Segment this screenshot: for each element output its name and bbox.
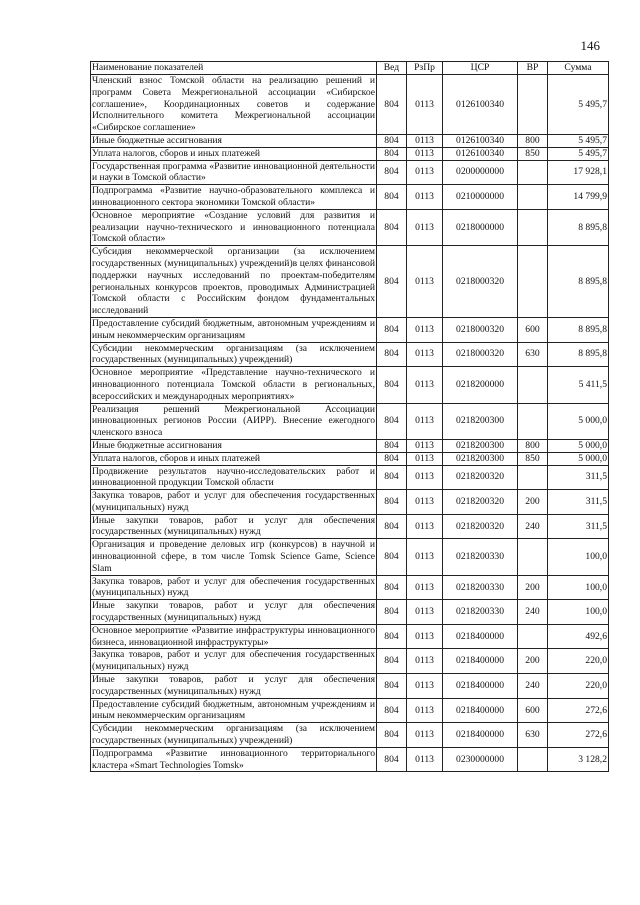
cell-sum: 5 000,0 xyxy=(548,403,609,439)
cell-ved: 804 xyxy=(377,317,407,342)
cell-csr: 0218200330 xyxy=(443,575,518,600)
cell-name: Иные закупки товаров, работ и услуг для обеспечения государственных (муниципальных) нужд xyxy=(92,674,375,697)
cell-sum: 14 799,9 xyxy=(548,185,609,210)
cell-ved: 804 xyxy=(377,185,407,210)
cell-name: Закупка товаров, работ и услуг для обеспечения государственных (муниципальных) нужд xyxy=(92,649,375,673)
cell-rzpr: 0113 xyxy=(407,75,443,135)
table-row xyxy=(91,147,609,160)
cell-name: Иные бюджетные ассигнования xyxy=(91,134,377,147)
table-row xyxy=(91,490,609,515)
cell-sum: 5 495,7 xyxy=(548,134,609,147)
cell-csr: 0218000320 xyxy=(443,246,518,318)
table-row xyxy=(91,723,609,748)
table-row xyxy=(91,403,609,439)
header-name: Наименование показателей xyxy=(91,62,377,75)
cell-ved: 804 xyxy=(377,490,407,515)
cell-csr: 0218000320 xyxy=(443,342,518,367)
cell-ved: 804 xyxy=(377,75,407,135)
cell-rzpr: 0113 xyxy=(407,367,443,403)
cell-rzpr: 0113 xyxy=(407,624,443,649)
cell-csr: 0218000320 xyxy=(443,317,518,342)
cell-csr: 0218200300 xyxy=(443,403,518,439)
cell-csr: 0218200300 xyxy=(443,452,518,465)
cell-vr xyxy=(518,246,548,318)
cell-csr: 0126100340 xyxy=(443,147,518,160)
cell-rzpr: 0113 xyxy=(407,160,443,185)
cell-name: Субсидии некоммерческим организациям (за исключением государственных (муниципальных) учреждений) xyxy=(92,342,375,366)
cell-name: Подпрограмма «Развитие научно-образовательного комплекса и инновационного сектора экономики Томской области» xyxy=(92,185,375,208)
cell-vr xyxy=(518,539,548,575)
cell-vr: 200 xyxy=(518,490,548,515)
table-row xyxy=(91,452,609,465)
cell-ved: 804 xyxy=(377,674,407,699)
cell-rzpr: 0113 xyxy=(407,342,443,367)
cell-csr: 0218200000 xyxy=(443,367,518,403)
budget-table xyxy=(90,61,609,772)
table-row xyxy=(91,342,609,367)
cell-ved: 804 xyxy=(377,465,407,490)
cell-vr: 800 xyxy=(518,439,548,452)
cell-vr xyxy=(518,209,548,245)
cell-rzpr: 0113 xyxy=(407,134,443,147)
cell-vr: 850 xyxy=(518,452,548,465)
cell-sum: 8 895,8 xyxy=(548,342,609,367)
cell-vr: 240 xyxy=(518,600,548,625)
cell-rzpr: 0113 xyxy=(407,246,443,318)
cell-sum: 8 895,8 xyxy=(548,209,609,245)
cell-ved: 804 xyxy=(377,575,407,600)
cell-rzpr: 0113 xyxy=(407,747,443,772)
table-row xyxy=(91,624,609,649)
cell-name: Иные закупки товаров, работ и услуг для обеспечения государственных (муниципальных) нужд xyxy=(92,514,375,538)
table-row xyxy=(91,539,609,575)
cell-sum: 311,5 xyxy=(548,490,609,515)
cell-csr: 0230000000 xyxy=(443,747,518,772)
cell-sum: 311,5 xyxy=(548,465,609,490)
cell-ved: 804 xyxy=(377,209,407,245)
cell-sum: 100,0 xyxy=(548,539,609,575)
cell-csr: 0218400000 xyxy=(443,698,518,723)
cell-ved: 804 xyxy=(377,246,407,318)
table-row xyxy=(91,160,609,185)
cell-vr: 200 xyxy=(518,575,548,600)
cell-rzpr: 0113 xyxy=(407,539,443,575)
table-row xyxy=(91,600,609,625)
cell-csr: 0200000000 xyxy=(443,160,518,185)
header-ved: Вед xyxy=(377,62,407,75)
cell-csr: 0210000000 xyxy=(443,185,518,210)
cell-vr: 600 xyxy=(518,317,548,342)
cell-name: Основное мероприятие «Развитие инфраструктуры инновационного бизнеса, инновационной инфраструктуры» xyxy=(92,624,375,648)
cell-rzpr: 0113 xyxy=(407,465,443,490)
header-rzpr: РзПр xyxy=(407,62,443,75)
cell-rzpr: 0113 xyxy=(407,649,443,674)
table-row xyxy=(91,134,609,147)
cell-name: Продвижение результатов научно-исследовательских работ и инновационной продукции Томской области xyxy=(92,465,375,489)
cell-sum: 3 128,2 xyxy=(548,747,609,772)
cell-name: Основное мероприятие «Представление научно-технического и инновационного потенциала Томской области в региональных, всероссийских и международных мероприятиях» xyxy=(92,367,375,402)
cell-sum: 220,0 xyxy=(548,649,609,674)
cell-ved: 804 xyxy=(377,403,407,439)
page-number: 146 xyxy=(580,38,600,53)
table-row xyxy=(91,465,609,490)
table-row xyxy=(91,317,609,342)
cell-sum: 272,6 xyxy=(548,723,609,748)
cell-vr xyxy=(518,465,548,490)
cell-csr: 0218200320 xyxy=(443,514,518,539)
cell-vr xyxy=(518,747,548,772)
cell-ved: 804 xyxy=(377,624,407,649)
cell-rzpr: 0113 xyxy=(407,698,443,723)
cell-rzpr: 0113 xyxy=(407,317,443,342)
cell-ved: 804 xyxy=(377,134,407,147)
table-body xyxy=(91,75,609,772)
table-row xyxy=(91,575,609,600)
header-csr: ЦСР xyxy=(443,62,518,75)
cell-csr: 0218000000 xyxy=(443,209,518,245)
cell-sum: 100,0 xyxy=(548,600,609,625)
cell-rzpr: 0113 xyxy=(407,403,443,439)
cell-ved: 804 xyxy=(377,600,407,625)
table-row xyxy=(91,246,609,318)
cell-sum: 5 495,7 xyxy=(548,147,609,160)
cell-vr: 630 xyxy=(518,342,548,367)
cell-rzpr: 0113 xyxy=(407,147,443,160)
cell-rzpr: 0113 xyxy=(407,452,443,465)
cell-ved: 804 xyxy=(377,367,407,403)
table-row xyxy=(91,698,609,723)
cell-name: Иные бюджетные ассигнования xyxy=(91,439,377,452)
cell-name: Уплата налогов, сборов и иных платежей xyxy=(91,147,377,160)
cell-vr xyxy=(518,185,548,210)
cell-ved: 804 xyxy=(377,452,407,465)
cell-name: Субсидии некоммерческим организациям (за исключением государственных (муниципальных) учреждений) xyxy=(92,723,375,747)
cell-name: Закупка товаров, работ и услуг для обеспечения государственных (муниципальных) нужд xyxy=(92,575,375,599)
table-row xyxy=(91,674,609,699)
cell-sum: 8 895,8 xyxy=(548,246,609,318)
table-row xyxy=(91,367,609,403)
cell-csr: 0126100340 xyxy=(443,75,518,135)
cell-sum: 17 928,1 xyxy=(548,160,609,185)
cell-name: Закупка товаров, работ и услуг для обеспечения государственных (муниципальных) нужд xyxy=(92,490,375,513)
header-vr: ВР xyxy=(518,62,548,75)
cell-vr xyxy=(518,403,548,439)
cell-vr xyxy=(518,624,548,649)
cell-ved: 804 xyxy=(377,439,407,452)
cell-ved: 804 xyxy=(377,539,407,575)
cell-rzpr: 0113 xyxy=(407,575,443,600)
cell-name: Предоставление субсидий бюджетным, автономным учреждениям и иным некоммерческим организациям xyxy=(92,317,375,341)
cell-ved: 804 xyxy=(377,698,407,723)
table-row xyxy=(91,75,609,135)
table-row xyxy=(91,439,609,452)
cell-ved: 804 xyxy=(377,723,407,748)
table-row xyxy=(91,649,609,674)
cell-ved: 804 xyxy=(377,747,407,772)
cell-name: Государственная программа «Развитие инновационной деятельности и науки в Томской области» xyxy=(92,160,375,184)
cell-sum: 100,0 xyxy=(548,575,609,600)
table-row xyxy=(91,185,609,210)
cell-name: Подпрограмма «Развитие инновационного территориального кластера «Smart Technologies Tomsk» xyxy=(92,747,375,771)
cell-vr xyxy=(518,367,548,403)
cell-csr: 0218200330 xyxy=(443,539,518,575)
cell-rzpr: 0113 xyxy=(407,723,443,748)
cell-vr: 850 xyxy=(518,147,548,160)
cell-name: Членский взнос Томской области на реализацию решений и программ Совета Межрегиональной ассоциации «Сибирское соглашение», Координационных советов и содержание Исполнительного комитета Межрегиональной ассоциации «Сибирское соглашение» xyxy=(92,75,375,134)
cell-rzpr: 0113 xyxy=(407,185,443,210)
cell-rzpr: 0113 xyxy=(407,490,443,515)
cell-sum: 5 000,0 xyxy=(548,439,609,452)
cell-csr: 0218200300 xyxy=(443,439,518,452)
table-row xyxy=(91,514,609,539)
table-header-row xyxy=(91,62,609,75)
cell-vr: 630 xyxy=(518,723,548,748)
cell-csr: 0218400000 xyxy=(443,649,518,674)
cell-name: Предоставление субсидий бюджетным, автономным учреждениям и иным некоммерческим организациям xyxy=(92,698,375,722)
cell-vr xyxy=(518,160,548,185)
cell-sum: 8 895,8 xyxy=(548,317,609,342)
cell-csr: 0126100340 xyxy=(443,134,518,147)
cell-csr: 0218400000 xyxy=(443,723,518,748)
cell-rzpr: 0113 xyxy=(407,514,443,539)
table-row xyxy=(91,747,609,772)
cell-name: Реализация решений Межрегиональной Ассоциации инновационных регионов России (АИРР). Внесение ежегодного членского взноса xyxy=(92,403,375,439)
cell-ved: 804 xyxy=(377,147,407,160)
cell-rzpr: 0113 xyxy=(407,209,443,245)
cell-sum: 272,6 xyxy=(548,698,609,723)
cell-name: Организация и проведение деловых игр (конкурсов) в научной и инновационной сфере, в том числе Tomsk Science Game, Science Slam xyxy=(92,539,375,574)
cell-ved: 804 xyxy=(377,649,407,674)
cell-vr: 800 xyxy=(518,134,548,147)
cell-csr: 0218400000 xyxy=(443,624,518,649)
cell-rzpr: 0113 xyxy=(407,439,443,452)
cell-csr: 0218200330 xyxy=(443,600,518,625)
cell-vr: 240 xyxy=(518,674,548,699)
cell-sum: 220,0 xyxy=(548,674,609,699)
cell-sum: 5 495,7 xyxy=(548,75,609,135)
cell-ved: 804 xyxy=(377,160,407,185)
cell-sum: 492,6 xyxy=(548,624,609,649)
cell-csr: 0218400000 xyxy=(443,674,518,699)
cell-sum: 5 000,0 xyxy=(548,452,609,465)
cell-ved: 804 xyxy=(377,342,407,367)
cell-csr: 0218200320 xyxy=(443,490,518,515)
cell-vr: 200 xyxy=(518,649,548,674)
cell-sum: 311,5 xyxy=(548,514,609,539)
cell-rzpr: 0113 xyxy=(407,674,443,699)
header-sum: Сумма xyxy=(548,62,609,75)
cell-name: Субсидия некоммерческой организации (за исключением государственных (муниципальных) учреждений)в целях финансовой поддержки научных исследований по проектам-победителям региональных конкурсов проектов, проводимых Администрацией Томской области с Российским фондом фундаментальных исследований xyxy=(92,246,375,317)
cell-vr: 600 xyxy=(518,698,548,723)
cell-name: Иные закупки товаров, работ и услуг для обеспечения государственных (муниципальных) нужд xyxy=(92,600,375,624)
cell-csr: 0218200320 xyxy=(443,465,518,490)
cell-sum: 5 411,5 xyxy=(548,367,609,403)
cell-name: Уплата налогов, сборов и иных платежей xyxy=(91,452,377,465)
cell-vr: 240 xyxy=(518,514,548,539)
cell-name: Основное мероприятие «Создание условий для развития и реализации научно-технического и инновационного потенциала Томской области» xyxy=(92,209,375,245)
cell-ved: 804 xyxy=(377,514,407,539)
cell-vr xyxy=(518,75,548,135)
table-row xyxy=(91,209,609,245)
cell-rzpr: 0113 xyxy=(407,600,443,625)
